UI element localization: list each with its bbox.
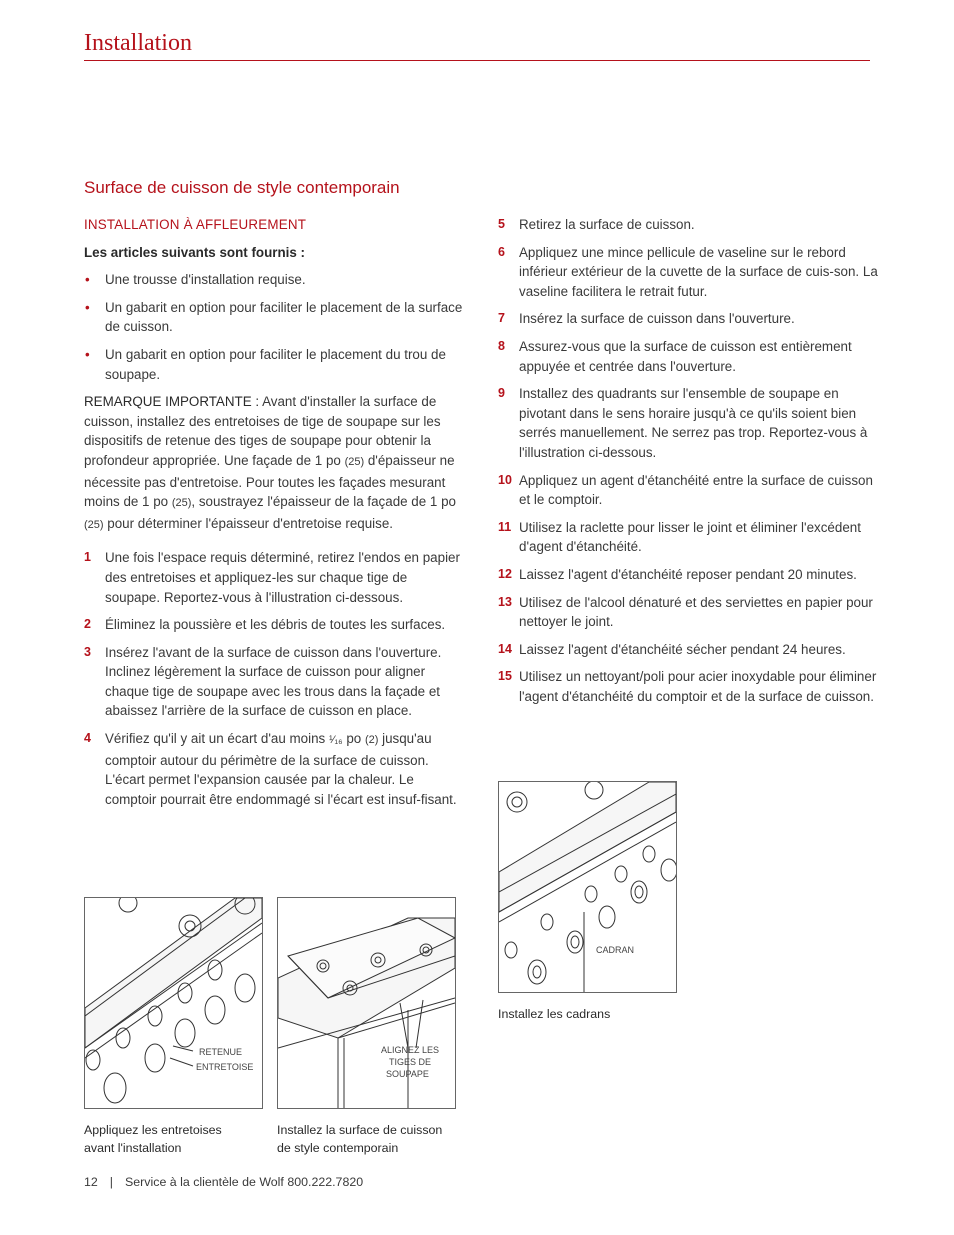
right-column	[498, 215, 883, 714]
step-item: 8 Assurez-vous que la surface de cuisson est entièrement appuyée et centrée dans l'ouverture.	[498, 338, 852, 374]
list-item: • Une trousse d'installation requise.	[84, 270, 464, 290]
step-item: 9 Installez des quadrants sur l'ensemble de soupape en pivotant dans le sens horaire jusqu'à ce qu'ils soient bien serrés manuellement. Ne serrez pas trop. Reportez-vous à l'illustration ci-dessous.	[498, 386, 868, 460]
step-number: 14	[498, 641, 512, 656]
alignez-label: ALIGNEZ LES	[381, 1045, 440, 1055]
step-item: 5 Retirez la surface de cuisson.	[498, 215, 883, 235]
header-rule	[84, 60, 870, 61]
bullet-icon: •	[85, 346, 90, 362]
page-number: 12	[84, 1175, 98, 1189]
step-item: 6 Appliquez une mince pellicule de vaseline sur le rebord inférieur extérieur de la cuvette de la surface de cuis-son. La vaseline facilitera le retrait futur.	[498, 244, 878, 299]
step-number: 7	[498, 311, 505, 326]
note-lead: REMARQUE IMPORTANTE :	[84, 394, 260, 410]
figure-caption: Installez les cadrans	[498, 1007, 611, 1021]
step-number: 1	[84, 550, 91, 565]
step-number: 15	[498, 669, 512, 684]
step-item: 10 Appliquez un agent d'étanchéité entre la surface de cuisson et le comptoir.	[498, 472, 873, 508]
step-number: 4	[84, 731, 91, 746]
page-title: Installation	[84, 30, 192, 56]
step-item: 13 Utilisez de l'alcool dénaturé et des serviettes en papier pour nettoyer le joint.	[498, 594, 873, 630]
step-number: 11	[498, 519, 512, 534]
step-item: 7 Insérez la surface de cuisson dans l'ouverture.	[498, 309, 883, 329]
bullet-icon: •	[85, 299, 90, 315]
left-column	[84, 215, 464, 817]
footer	[84, 1175, 363, 1189]
step-number: 13	[498, 594, 512, 609]
step-number: 12	[498, 566, 512, 581]
bullet-icon: •	[85, 272, 90, 288]
list-item: • Un gabarit en option pour faciliter le placement du trou de soupape.	[85, 346, 446, 382]
cadran-label: CADRAN	[596, 945, 635, 955]
step-number: 2	[84, 617, 91, 632]
important-note: REMARQUE IMPORTANTE : Avant d'installer la surface de cuisson, installez des entretoises de tige de soupape sur les dispositifs de retenue des tiges de soupape pour obtenir la profondeur appropriée. Une façade de 1 po (25) d'épaisseur ne nécessite pas d'entretoise. Pour toutes les façades mesurant moins de 1 po (25), soustrayez l'épaisseur de la façade de 1 po (25) pour déterminer l'épaisseur d'entretoise requise.	[84, 394, 456, 531]
step-item: 2 Éliminez la poussière et les débris de toutes les surfaces.	[84, 615, 464, 635]
section-title: Surface de cuisson de style contemporain	[84, 178, 400, 197]
figure-caption: Installez la surface de cuisson de style contemporain	[277, 1123, 443, 1155]
supplied-heading: Les articles suivants sont fournis :	[84, 244, 306, 260]
step-number: 9	[498, 386, 505, 401]
step-number: 8	[498, 338, 505, 353]
figure-install-cooktop	[277, 897, 456, 1109]
step-item: 15 Utilisez un nettoyant/poli pour acier inoxydable pour éliminer l'agent d'étanchéité du comptoir et de la surface de cuisson.	[498, 669, 877, 704]
spacers-illustration	[85, 898, 262, 1108]
subhead: INSTALLATION À AFFLEUREMENT	[84, 217, 307, 232]
step-number: 10	[498, 472, 512, 487]
figure-dials	[498, 781, 677, 993]
step-item: 3 Insérez l'avant de la surface de cuisson dans l'ouverture. Inclinez légèrement la surface de cuisson pour aligner chaque tige de soupape avec les trous dans la façade et abaissez l'arrière de la surface de cuisson en place.	[84, 644, 442, 719]
step-number: 5	[498, 217, 505, 231]
step-number: 3	[84, 644, 91, 659]
steps-list-left	[84, 548, 464, 809]
retenue-label: RETENUE	[199, 1047, 243, 1057]
step-item: 1 Une fois l'espace requis déterminé, retirez l'endos en papier des entretoises et appliquez-les sur chaque tige de soupape. Reportez-vous à l'illustration ci-dessous.	[84, 550, 460, 605]
step-item: 4 Vérifiez qu'il y ait un écart d'au moins ¹⁄₁₆ po (2) jusqu'au comptoir autour du périmètre de la surface de cuisson. L'écart permet l'expansion causée par la chaleur. Le comptoir pourrait être endommagé si l'écart est insuf-fisant.	[84, 731, 457, 807]
supplied-list	[84, 270, 464, 384]
tiges-label: TIGES DE	[389, 1057, 432, 1067]
dials-illustration	[499, 782, 676, 992]
step-item: 11 Utilisez la raclette pour lisser le joint et éliminer l'excédent d'agent d'étanchéité.	[498, 519, 861, 555]
steps-list-right	[498, 215, 883, 706]
step-number: 6	[498, 244, 505, 259]
step-item: 12 Laissez l'agent d'étanchéité reposer pendant 20 minutes.	[498, 565, 883, 585]
figure-spacers	[84, 897, 263, 1109]
install-cooktop-illustration	[278, 898, 455, 1108]
list-item: • Un gabarit en option pour faciliter le placement de la surface de cuisson.	[85, 299, 463, 335]
footer-separator: |	[109, 1175, 114, 1189]
figure-caption: Appliquez les entretoises avant l'installation	[84, 1123, 222, 1155]
step-item: 14 Laissez l'agent d'étanchéité sécher pendant 24 heures.	[498, 640, 883, 660]
soupape-label: SOUPAPE	[386, 1069, 429, 1079]
footer-text: Service à la clientèle de Wolf 800.222.7820	[125, 1175, 364, 1189]
entretoise-label: ENTRETOISE	[196, 1062, 254, 1072]
